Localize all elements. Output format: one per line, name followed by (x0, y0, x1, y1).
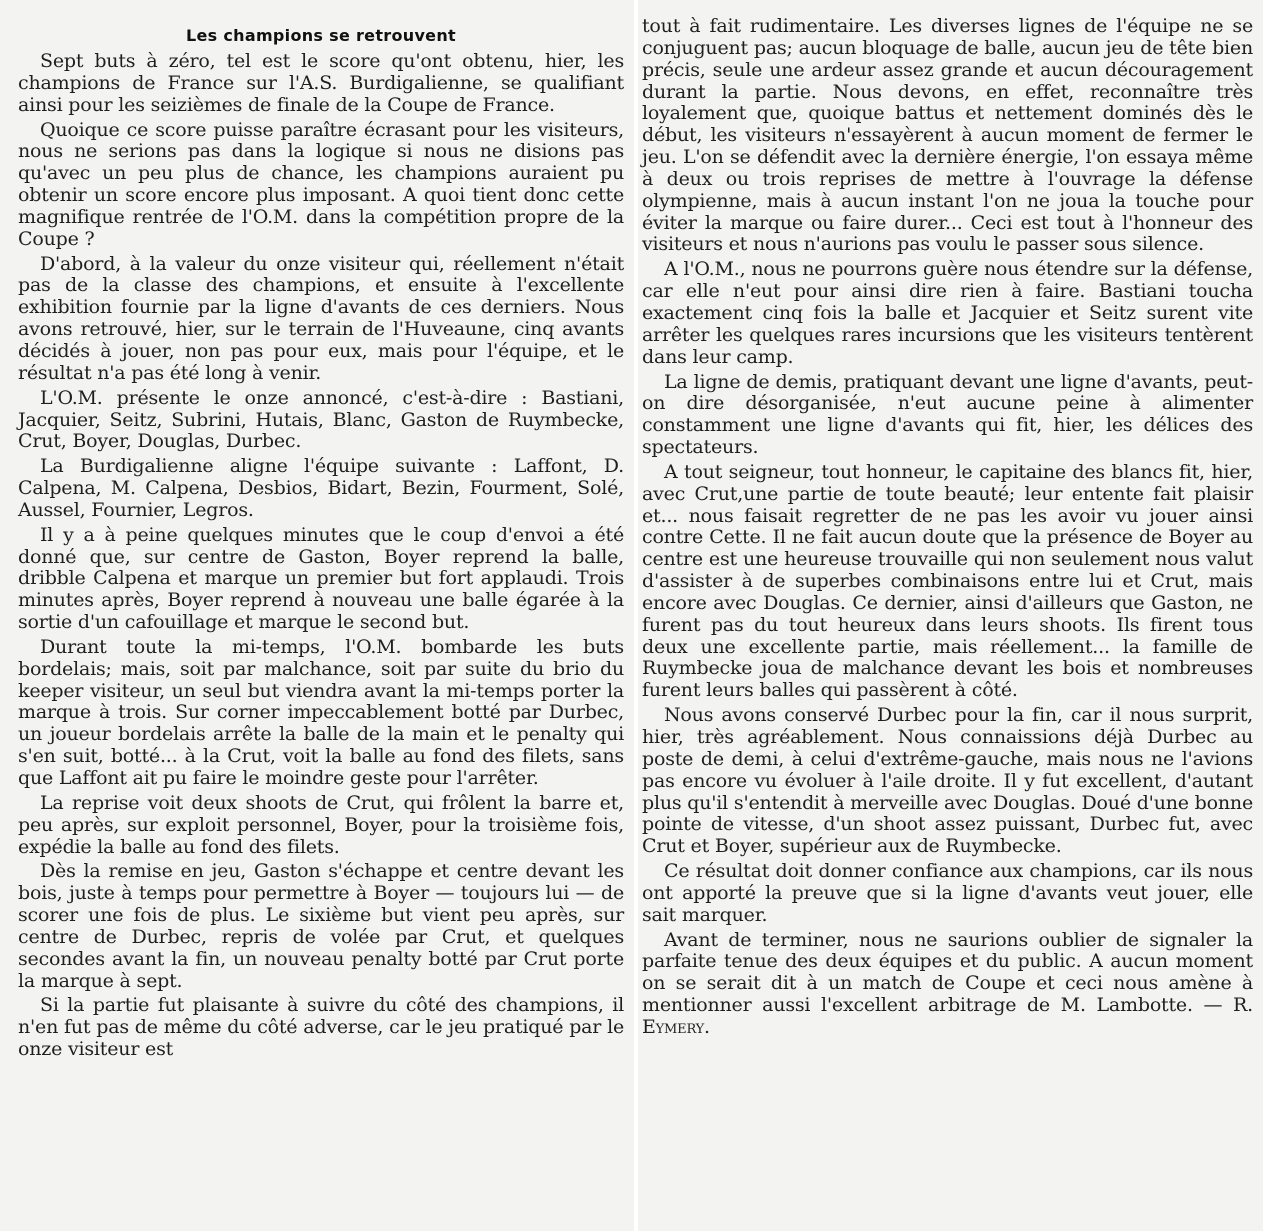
paragraph: L'O.M. présente le onze annoncé, c'est-à-dire : Bastiani, Jacquier, Seitz, Subrini, Hutais, Blanc, Gaston de Ruymbecke, Crut, Boyer, Douglas, Durbec. (18, 386, 624, 453)
paragraph: Nous avons conservé Durbec pour la fin, car il nous surprit, hier, très agréablement. Nous connaissions déjà Durbec au poste de demi, à celui d'extrême-gauche, mais nous ne l'avions pas encore vu évoluer à l'aile droite. Il y fut excellent, d'autant plus qu'il s'entendit à merveille avec Douglas. Doué d'une bonne pointe de vitesse, d'un shoot assez puissant, Durbec fut, avec Crut et Boyer, supérieur aux de Ruymbecke. (642, 704, 1253, 858)
article-column-right (638, 0, 1263, 1231)
paragraph: Durant toute la mi-temps, l'O.M. bombarde les buts bordelais; mais, soit par malchance, soit par suite du brio du keeper visiteur, un seul but viendra avant la mi-temps porter la marque à trois. Sur corner impeccablement botté par Durbec, un joueur bordelais arrête la balle de la main et le penalty qui s'en suit, botté... à la Crut, voit la balle au fond des filets, sans que Laffont ait pu faire le moindre geste pour l'arrêter. (18, 635, 624, 789)
paragraph: Sept buts à zéro, tel est le score qu'ont obtenu, hier, les champions de France sur l'A.S. Burdigalienne, se qualifiant ainsi pour les seizièmes de finale de la Coupe de France. (18, 50, 624, 116)
paragraph: Quoique ce score puisse paraître écrasant pour les visiteurs, nous ne serions pas dans la logique si nous ne disions pas qu'avec un peu plus de chance, les champions auraient pu obtenir un score encore plus imposant. A quoi tient donc cette magnifique rentrée de l'O.M. dans la compétition propre de la Coupe ? (18, 118, 624, 250)
paragraph: tout à fait rudimentaire. Les diverses lignes de l'équipe ne se conjuguent pas; aucun bloquage de balle, aucun jeu de tête bien précis, seule une ardeur assez grande et aucun découragement durant la partie. Nous devons, en effet, reconnaître très loyalement que, quoique battus et nettement dominés dès le début, les visiteurs n'essayèrent à aucun moment de fermer le jeu. L'on se défendit avec la dernière énergie, l'on essaya même à deux ou trois reprises de mettre à l'ouvrage la défense olympienne, mais à aucun instant l'on ne joua la touche pour éviter la marque ou faire durer... Ceci est tout à l'honneur des visiteurs et nous n'aurions pas voulu le passer sous silence. (642, 15, 1253, 256)
paragraph: Si la partie fut plaisante à suivre du côté des champions, il n'en fut pas de même du côté adverse, car le jeu pratiqué par le onze visiteur est (18, 994, 624, 1061)
paragraph: La Burdigalienne aligne l'équipe suivante : Laffont, D. Calpena, M. Calpena, Desbios, Bidart, Bezin, Fourment, Solé, Aussel, Fournier, Legros. (18, 455, 624, 521)
paragraph-final-text: Avant de terminer, nous ne saurions oublier de signaler la parfaite tenue des deux équipes et du public. A aucun moment on se serait dit à un match de Coupe et ceci nous amène à mentionner aussi l'excellent arbitrage de M. Lambotte. — (642, 928, 1253, 1017)
paragraph: A tout seigneur, tout honneur, le capitaine des blancs fit, hier, avec Crut,une partie de toute beauté; leur entente fait plaisir et... nous faisait regretter de ne pas les avoir vu jouer ainsi contre Cette. Il ne fait aucun doute que la présence de Boyer au centre est une heureuse trouvaille qui non seulement nous valut d'assister à de superbes combinaisons entre lui et Crut, mais encore avec Douglas. Ce dernier, ainsi d'ailleurs que Gaston, ne furent pas du tout heureux dans leurs shoots. Ils firent tous deux une excellente partie, mais réellement... la famille de Ruymbecke joua de malchance devant les bois et nombreuses furent leurs balles qui passèrent à côté. (642, 460, 1253, 702)
paragraph: La reprise voit deux shoots de Crut, qui frôlent la barre et, peu après, sur exploit personnel, Boyer, pour la troisième fois, expédie la balle au fond des filets. (18, 791, 624, 858)
paragraph: Ce résultat doit donner confiance aux champions, car ils nous ont apporté la preuve que si la ligne d'avants veut jouer, elle sait marquer. (642, 860, 1253, 926)
paragraph: La ligne de demis, pratiquant devant une ligne d'avants, peut-on dire désorganisée, n'eut aucune peine à alimenter constamment une ligne d'avants qui fit, hier, les délices des spectateurs. (642, 370, 1253, 459)
paragraph: D'abord, à la valeur du onze visiteur qui, réellement n'était pas de la classe des champions, et ensuite à l'excellente exhibition fournie par la ligne d'avants de ces derniers. Nous avons retrouvé, hier, sur le terrain de l'Huveaune, cinq avants décidés à jouer, non pas pour eux, mais pour l'équipe, et le résultat n'a pas été long à venir. (18, 252, 624, 384)
paragraph: A l'O.M., nous ne pourrons guère nous étendre sur la défense, car elle n'eut pour ainsi dire rien à faire. Bastiani toucha exactement cinq fois la balle et Jacquier et Seitz surent vite arrêter les quelques rares incursions que les visiteurs tentèrent dans leur camp. (642, 258, 1253, 368)
article-column-left (0, 0, 634, 1231)
article-headline: Les champions se retrouvent (186, 26, 456, 45)
paragraph: Dès la remise en jeu, Gaston s'échappe et centre devant les bois, juste à temps pour permettre à Boyer — toujours lui — de scorer une fois de plus. Le sixième but vient peu après, sur centre de Durbec, repris de volée par Crut, et quelques secondes avant la fin, un nouveau penalty botté par Crut porte la marque à sept. (18, 860, 624, 992)
author-signature: R. Eymery. (642, 994, 1253, 1038)
paragraph: Il y a à peine quelques minutes que le coup d'envoi a été donné que, sur centre de Gaston, Boyer reprend la balle, dribble Calpena et marque un premier but fort applaudi. Trois minutes après, Boyer reprend à nouveau une balle égarée à la sortie d'un cafouillage et marque le second but. (18, 523, 624, 634)
paragraph-final (642, 930, 1253, 1039)
